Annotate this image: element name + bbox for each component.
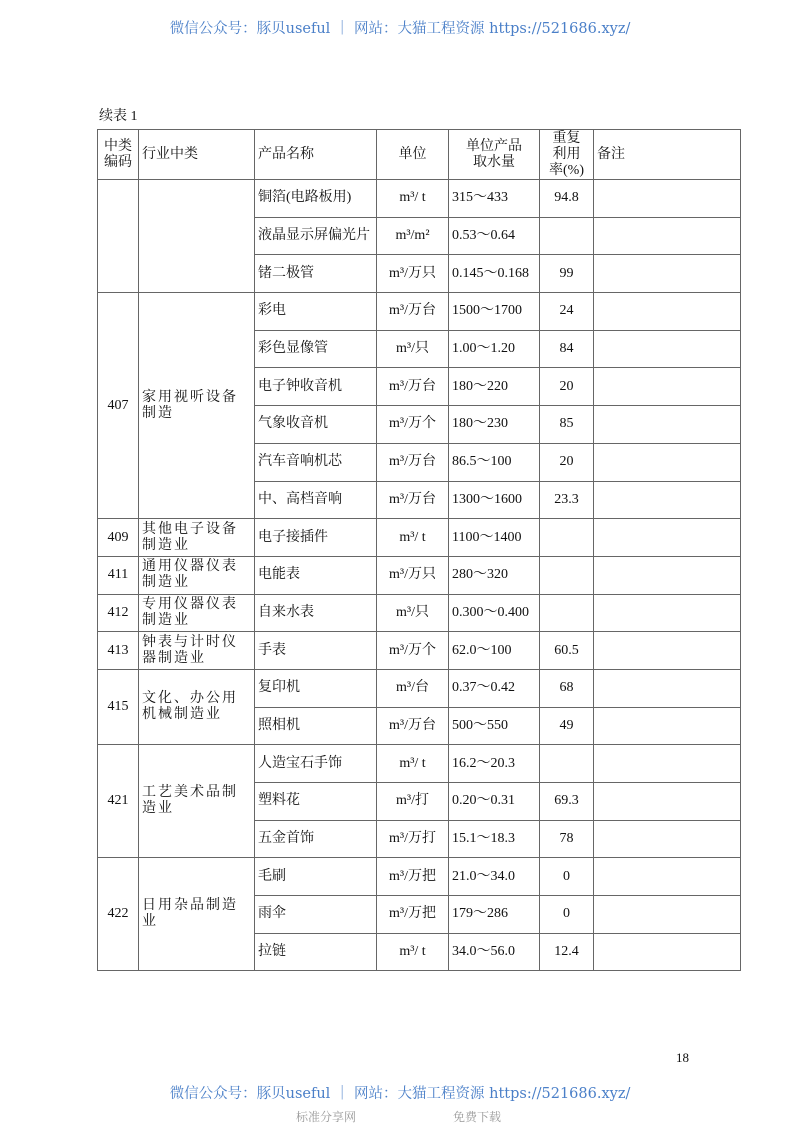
table-header-row: [98, 130, 741, 180]
header-water-intake: 单位产品取水量: [449, 130, 540, 180]
remarks: [594, 669, 741, 707]
industry-name: 日用杂品制造业: [139, 858, 255, 971]
footer-link-download[interactable]: 免费下载: [453, 1110, 502, 1124]
table-row: [98, 594, 741, 632]
remarks: [594, 368, 741, 406]
header-reuse-rate: 重复利用率(%): [540, 130, 594, 180]
reuse-rate: 49: [540, 707, 594, 745]
remarks: [594, 594, 741, 632]
industry-name: 通用仪器仪表制造业: [139, 556, 255, 594]
industry-code: 412: [98, 594, 139, 632]
remarks: [594, 217, 741, 255]
unit: m³/万只: [377, 255, 449, 293]
water-intake-range: 21.0～34.0: [449, 858, 540, 896]
remarks: [594, 707, 741, 745]
product-name: 电子钟收音机: [255, 368, 377, 406]
industry-name: 专用仪器仪表制造业: [139, 594, 255, 632]
product-name: 液晶显示屏偏光片: [255, 217, 377, 255]
remarks: [594, 255, 741, 293]
product-name: 塑料花: [255, 783, 377, 821]
reuse-rate: 23.3: [540, 481, 594, 519]
unit: m³/万把: [377, 896, 449, 934]
remarks: [594, 180, 741, 218]
water-intake-range: 500～550: [449, 707, 540, 745]
water-intake-range: 180～220: [449, 368, 540, 406]
remarks: [594, 481, 741, 519]
remarks: [594, 632, 741, 670]
table-row: [98, 180, 741, 218]
industry-code: 407: [98, 293, 139, 519]
product-name: 中、高档音响: [255, 481, 377, 519]
reuse-rate: [540, 519, 594, 557]
reuse-rate: [540, 594, 594, 632]
product-name: 拉链: [255, 933, 377, 971]
product-name: 自来水表: [255, 594, 377, 632]
industry-name: [139, 180, 255, 293]
unit: m³/万台: [377, 293, 449, 331]
header-remarks: 备注: [594, 130, 741, 180]
reuse-rate: 20: [540, 443, 594, 481]
reuse-rate: 99: [540, 255, 594, 293]
unit: m³/m²: [377, 217, 449, 255]
water-intake-range: 34.0～56.0: [449, 933, 540, 971]
product-name: 雨伞: [255, 896, 377, 934]
unit: m³/台: [377, 669, 449, 707]
unit: m³/万把: [377, 858, 449, 896]
water-intake-range: 1300～1600: [449, 481, 540, 519]
reuse-rate: 78: [540, 820, 594, 858]
unit: m³/ t: [377, 519, 449, 557]
table-row: [98, 745, 741, 783]
water-intake-range: 0.300～0.400: [449, 594, 540, 632]
industry-code: [98, 180, 139, 293]
industry-code: 411: [98, 556, 139, 594]
remarks: [594, 783, 741, 821]
reuse-rate: 0: [540, 858, 594, 896]
water-intake-range: 1100～1400: [449, 519, 540, 557]
industry-code: 409: [98, 519, 139, 557]
unit: m³/万个: [377, 406, 449, 444]
product-name: 气象收音机: [255, 406, 377, 444]
table-row: [98, 556, 741, 594]
remarks: [594, 519, 741, 557]
industry-code: 415: [98, 669, 139, 744]
remarks: [594, 745, 741, 783]
reuse-rate: 84: [540, 330, 594, 368]
unit: m³/万台: [377, 707, 449, 745]
reuse-rate: [540, 217, 594, 255]
unit: m³/万个: [377, 632, 449, 670]
header-code: 中类编码: [98, 130, 139, 180]
unit: m³/ t: [377, 180, 449, 218]
industry-name: 家用视听设备制造: [139, 293, 255, 519]
header-industry: 行业中类: [139, 130, 255, 180]
table-row: [98, 519, 741, 557]
water-intake-range: 315～433: [449, 180, 540, 218]
unit: m³/万台: [377, 481, 449, 519]
product-name: 人造宝石手饰: [255, 745, 377, 783]
product-name: 毛刷: [255, 858, 377, 896]
unit: m³/万台: [377, 368, 449, 406]
product-name: 铜箔(电路板用): [255, 180, 377, 218]
unit: m³/打: [377, 783, 449, 821]
unit: m³/只: [377, 330, 449, 368]
table-row: [98, 293, 741, 331]
table-row: [98, 632, 741, 670]
product-name: 电子接插件: [255, 519, 377, 557]
product-name: 彩电: [255, 293, 377, 331]
water-intake-range: 0.37～0.42: [449, 669, 540, 707]
remarks: [594, 820, 741, 858]
remarks: [594, 293, 741, 331]
water-intake-range: 180～230: [449, 406, 540, 444]
remarks: [594, 556, 741, 594]
water-intake-range: 86.5～100: [449, 443, 540, 481]
product-name: 手表: [255, 632, 377, 670]
remarks: [594, 858, 741, 896]
water-intake-range: 16.2～20.3: [449, 745, 540, 783]
reuse-rate: 60.5: [540, 632, 594, 670]
unit: m³/只: [377, 594, 449, 632]
watermark-header: 微信公众号：豚贝useful ｜ 网站：大猫工程资源 https://521686.xyz/: [169, 21, 631, 37]
reuse-rate: [540, 745, 594, 783]
reuse-rate: [540, 556, 594, 594]
water-intake-range: 62.0～100: [449, 632, 540, 670]
table-caption: 续表 1: [99, 109, 138, 124]
unit: m³/万打: [377, 820, 449, 858]
industry-name: 工艺美术品制造业: [139, 745, 255, 858]
water-intake-range: 1.00～1.20: [449, 330, 540, 368]
product-name: 汽车音响机芯: [255, 443, 377, 481]
remarks: [594, 330, 741, 368]
unit: m³/ t: [377, 745, 449, 783]
header-product: 产品名称: [255, 130, 377, 180]
water-intake-range: 0.53～0.64: [449, 217, 540, 255]
unit: m³/万只: [377, 556, 449, 594]
footer-link-share[interactable]: 标准分享网: [296, 1110, 357, 1124]
industry-code: 421: [98, 745, 139, 858]
industry-code: 422: [98, 858, 139, 971]
reuse-rate: 24: [540, 293, 594, 331]
reuse-rate: 0: [540, 896, 594, 934]
unit: m³/ t: [377, 933, 449, 971]
product-name: 照相机: [255, 707, 377, 745]
industry-name: 其他电子设备制造业: [139, 519, 255, 557]
page-number: 18: [676, 1050, 689, 1065]
product-name: 复印机: [255, 669, 377, 707]
product-name: 电能表: [255, 556, 377, 594]
water-intake-range: 0.20～0.31: [449, 783, 540, 821]
water-quota-table: [97, 129, 741, 971]
industry-name: 钟表与计时仪器制造业: [139, 632, 255, 670]
water-intake-range: 0.145～0.168: [449, 255, 540, 293]
remarks: [594, 406, 741, 444]
watermark-footer: 微信公众号：豚贝useful ｜ 网站：大猫工程资源 https://521686.xyz/: [169, 1086, 631, 1102]
water-intake-range: 280～320: [449, 556, 540, 594]
reuse-rate: 20: [540, 368, 594, 406]
reuse-rate: 69.3: [540, 783, 594, 821]
water-intake-range: 15.1～18.3: [449, 820, 540, 858]
remarks: [594, 443, 741, 481]
table-row: [98, 858, 741, 896]
reuse-rate: 85: [540, 406, 594, 444]
remarks: [594, 933, 741, 971]
product-name: 五金首饰: [255, 820, 377, 858]
product-name: 彩色显像管: [255, 330, 377, 368]
header-unit: 单位: [377, 130, 449, 180]
remarks: [594, 896, 741, 934]
product-name: 锗二极管: [255, 255, 377, 293]
reuse-rate: 68: [540, 669, 594, 707]
industry-name: 文化、办公用机械制造业: [139, 669, 255, 744]
water-intake-range: 179～286: [449, 896, 540, 934]
water-intake-range: 1500～1700: [449, 293, 540, 331]
unit: m³/万台: [377, 443, 449, 481]
reuse-rate: 12.4: [540, 933, 594, 971]
industry-code: 413: [98, 632, 139, 670]
reuse-rate: 94.8: [540, 180, 594, 218]
table-row: [98, 669, 741, 707]
